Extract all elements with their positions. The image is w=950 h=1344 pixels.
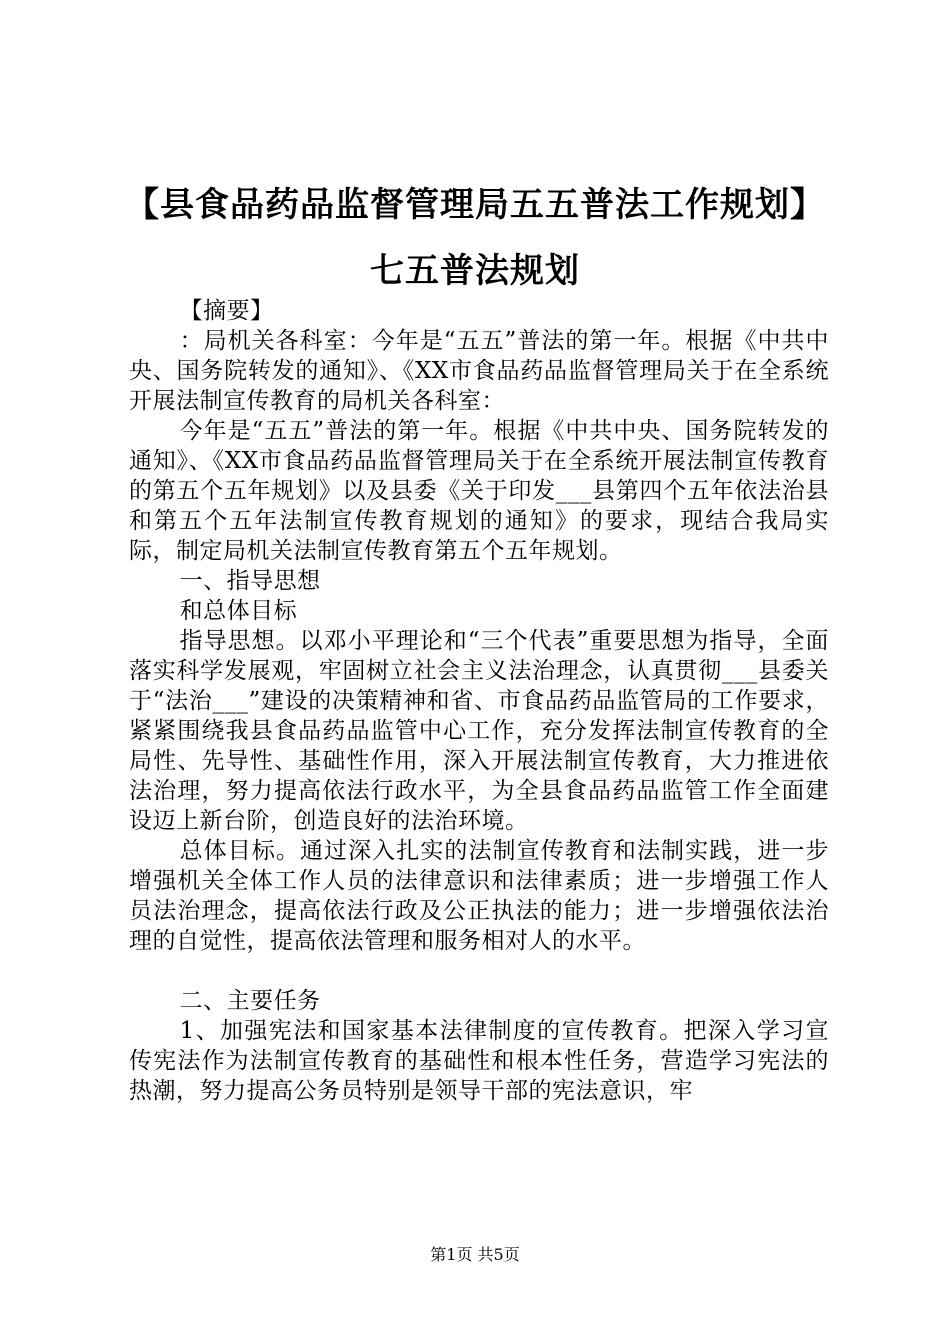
abstract-heading: 【摘要】	[179, 298, 274, 324]
document-title: 【县食品药品监督管理局五五普法工作规划】	[125, 185, 825, 225]
section-heading: 一、指导思想	[179, 568, 321, 594]
paragraph: 指导思想。以邓小平理论和“三个代表”重要思想为指导，全面落实科学发展观，牢固树立社会主义法治理念，认真贯彻___县委关于“法治___”建设的决策精神和省、市食品药品监管局的工作要求，紧紧围绕我县食品药品监管中心工作，充分发挥法制宣传教育的全局性、先导性、基础性作用，深入开展法制宣传教育，大力推进依法治理，努力提高依法行政水平，为全县食品药品监管工作全面建设迈上新台阶，创造良好的法治环境。	[129, 628, 829, 834]
page-footer: 第1页 共5页	[430, 1245, 520, 1264]
paragraph: 总体目标。通过深入扎实的法制宣传教育和法制实践，进一步增强机关全体工作人员的法律意识和法律素质；进一步增强工作人员法治理念，提高依法行政及公正执法的能力；进一步增强依法治理的自觉性，提高依法管理和服务相对人的水平。	[129, 838, 829, 954]
section-heading-continuation: 和总体目标	[179, 598, 298, 624]
document-subtitle: 七五普法规划	[370, 251, 580, 291]
paragraph: ：局机关各科室：今年是“五五”普法的第一年。根据《中共中央、国务院转发的通知》、《XX市食品药品监督管理局关于在全系统开展法制宣传教育的局机关各科室：	[129, 328, 829, 414]
paragraph: 今年是“五五”普法的第一年。根据《中共中央、国务院转发的通知》、《XX市食品药品监督管理局关于在全系统开展法制宣传教育的第五个五年规划》以及县委《关于印发___县第四个五年依法治县和第五个五年法制宣传教育规划的通知》的要求，现结合我局实际，制定局机关法制宣传教育第五个五年规划。	[129, 418, 829, 564]
document-body	[129, 296, 829, 1106]
section-heading: 二、主要任务	[179, 988, 321, 1014]
paragraph: 1、加强宪法和国家基本法律制度的宣传教育。把深入学习宣传宪法作为法制宣传教育的基础性和根本性任务，营造学习宪法的热潮，努力提高公务员特别是领导干部的宪法意识，牢	[129, 1018, 829, 1104]
